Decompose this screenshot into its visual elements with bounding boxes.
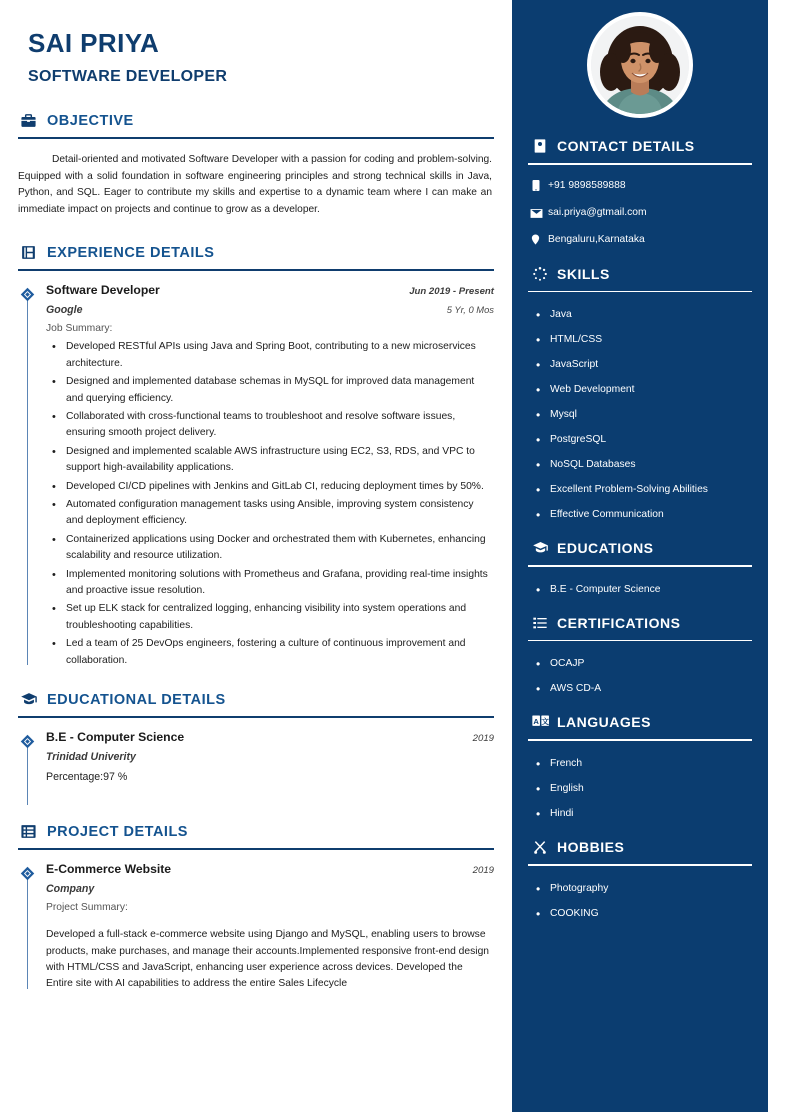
education-entry	[18, 730, 494, 809]
sidebar-section-languages	[528, 714, 752, 819]
languages-rule	[528, 739, 752, 741]
list-item: • Web Development	[528, 384, 752, 395]
profile-photo	[591, 16, 689, 114]
list-item: • Effective Communication	[528, 509, 752, 520]
certifications-header	[528, 615, 752, 631]
certifications-title: CERTIFICATIONS	[557, 614, 681, 631]
skills-list	[528, 309, 752, 520]
email-text: sai.priya@gtmail.com	[548, 206, 647, 218]
hobbies-list	[528, 883, 752, 919]
scissors-icon	[532, 839, 548, 855]
sidebar-section-skills	[528, 266, 752, 521]
experience-company-row	[46, 297, 494, 316]
hobbies-header	[528, 839, 752, 855]
envelope-icon	[530, 206, 542, 219]
contact-email[interactable]	[528, 206, 752, 219]
skills-header	[528, 266, 752, 282]
list-item: • Led a team of 25 DevOps engineers, fostering a culture of continuous improvement and collaboration.	[62, 636, 494, 669]
list-item: • HTML/CSS	[528, 334, 752, 345]
candidate-name: SAI PRIYA	[28, 28, 160, 58]
languages-list	[528, 758, 752, 819]
diamond-marker-icon	[20, 287, 35, 302]
sidebar-panel	[512, 0, 768, 1112]
education-title: EDUCATIONAL DETAILS	[47, 691, 226, 708]
list-item: • NoSQL Databases	[528, 459, 752, 470]
contact-title: CONTACT DETAILS	[557, 138, 695, 154]
list-item: • French	[528, 758, 752, 769]
degree-percentage: Percentage:97 %	[46, 771, 128, 784]
certifications-rule	[528, 640, 752, 642]
list-item: • OCAJP	[528, 658, 752, 669]
briefcase-icon	[20, 112, 37, 129]
languages-title: LANGUAGES	[557, 714, 651, 731]
contact-phone[interactable]	[528, 179, 752, 192]
sidebar-section-certifications	[528, 615, 752, 695]
contact-location[interactable]	[528, 233, 752, 246]
project-title: E-Commerce Website	[46, 862, 172, 877]
list-item: • B.E - Computer Science	[528, 584, 752, 595]
project-company: Company	[46, 883, 95, 896]
right-column	[512, 0, 788, 1112]
education-rule	[18, 716, 494, 718]
list-item: • Designed and implemented database schemas in MySQL for improved data management and querying efficiency.	[62, 374, 494, 407]
section-experience	[18, 244, 494, 669]
languages-header	[528, 714, 752, 730]
project-year: 2019	[472, 865, 494, 877]
job-company: Google	[46, 304, 83, 317]
sidebar-section-educations	[528, 540, 752, 595]
experience-header	[18, 244, 494, 261]
educations-title: EDUCATIONS	[557, 540, 654, 557]
list-item: • Automated configuration management tasks using Ansible, improving system consistency and deployment efficiency.	[62, 497, 494, 530]
education-header	[18, 691, 494, 708]
institution-name: Trinidad Univerity	[46, 751, 136, 764]
list-item: • Photography	[528, 883, 752, 894]
map-pin-icon	[530, 233, 542, 246]
projects-rule	[18, 848, 494, 850]
objective-rule	[18, 137, 494, 139]
certifications-list	[528, 658, 752, 694]
graduation-cap-icon	[20, 691, 37, 708]
spinner-dots-icon	[532, 266, 548, 282]
list-item: • Designed and implemented scalable AWS infrastructure using EC2, S3, RDS, and VPC to support high-availability applications.	[62, 444, 494, 477]
hobbies-title: HOBBIES	[557, 838, 625, 855]
list-item: • Excellent Problem-Solving Abilities	[528, 484, 752, 495]
degree-year: 2019	[472, 733, 494, 745]
list-icon	[532, 615, 548, 631]
graduation-cap-icon	[532, 540, 548, 556]
job-duration: 5 Yr, 0 Mos	[446, 304, 494, 316]
section-projects	[18, 823, 494, 993]
list-item: • Set up ELK stack for centralized logging, enhancing visibility into system operations and troubleshooting capabilities.	[62, 601, 494, 634]
job-bullets	[46, 339, 494, 669]
project-summary-label: Project Summary:	[46, 902, 128, 914]
list-item: • Hindi	[528, 808, 752, 819]
project-entry	[18, 862, 494, 993]
education-title-row	[46, 730, 494, 744]
svg-text:文: 文	[541, 717, 549, 727]
list-item: • Containerized applications using Docker and orchestrated them with Kubernetes, enhancing scalability and resource utilization.	[62, 532, 494, 565]
contact-header	[528, 138, 752, 154]
list-item: • Developed CI/CD pipelines with Jenkins and GitLab CI, reducing deployment times by 50%.	[62, 479, 494, 495]
book-icon	[20, 244, 37, 261]
avatar	[587, 12, 693, 118]
list-box-icon	[20, 823, 37, 840]
page-title	[18, 28, 494, 86]
objective-header	[18, 112, 494, 129]
educations-list	[528, 584, 752, 595]
svg-text:A: A	[533, 717, 539, 727]
list-item: • Developed RESTful APIs using Java and Spring Boot, contributing to a new microservices architecture.	[62, 339, 494, 372]
experience-rule	[18, 269, 494, 271]
project-title-row	[46, 862, 494, 876]
list-item: • JavaScript	[528, 359, 752, 370]
job-summary-label: Job Summary:	[46, 323, 113, 335]
hobbies-rule	[528, 864, 752, 866]
phone-icon	[530, 179, 542, 192]
sidebar-section-contact	[528, 138, 752, 246]
diamond-marker-icon	[20, 866, 35, 881]
list-item: • AWS CD-A	[528, 683, 752, 694]
projects-title: PROJECT DETAILS	[47, 823, 188, 840]
sidebar-section-hobbies	[528, 839, 752, 919]
list-item: • Collaborated with cross-functional teams to troubleshoot and resolve software issues, ensuring smooth project delivery.	[62, 409, 494, 442]
translate-icon	[532, 714, 548, 730]
phone-text: +91 9898589888	[548, 179, 626, 191]
skills-rule	[528, 291, 752, 293]
contact-card-icon	[532, 138, 548, 154]
educations-rule	[528, 565, 752, 567]
experience-title: EXPERIENCE DETAILS	[47, 244, 215, 261]
list-item: • English	[528, 783, 752, 794]
objective-text: Detail-oriented and motivated Software Developer with a passion for coding and problem-solving. Equipped with a solid foundation in software engineering principles and strong technical skills in Java, Python, and SQL. Eager to contribute my skills and expertise to a dynamic team where I can make an immediate impact on projects and continue to grow as a developer.	[18, 154, 492, 215]
list-item: • Implemented monitoring solutions with Prometheus and Grafana, providing real-time insights and proactive issue resolution.	[62, 567, 494, 600]
job-date: Jun 2019 - Present	[409, 286, 494, 298]
job-title: Software Developer	[46, 283, 160, 298]
diamond-marker-icon	[20, 734, 35, 749]
list-item: • COOKING	[528, 908, 752, 919]
objective-title: OBJECTIVE	[47, 112, 134, 129]
projects-header	[18, 823, 494, 840]
location-text: Bengaluru,Karnataka	[548, 233, 645, 245]
contact-rule	[528, 163, 752, 165]
experience-entry	[18, 283, 494, 669]
educations-header	[528, 540, 752, 556]
list-item: • PostgreSQL	[528, 434, 752, 445]
section-education	[18, 691, 494, 809]
degree-title: B.E - Computer Science	[46, 730, 185, 745]
project-summary-text: Developed a full-stack e-commerce website using Django and MySQL, enabling users to browse products, make purchases, and manage their accounts.Implemented responsive front-end design with HTML/CSS and JavaScript, enhancing user experience across devices. Developed the Entire site with AI capabilities to address the entire Sales Lifecycle	[46, 929, 490, 990]
section-objective	[18, 112, 494, 218]
experience-title-row	[46, 283, 494, 297]
skills-title: SKILLS	[557, 265, 610, 282]
list-item: • Java	[528, 309, 752, 320]
list-item: • Mysql	[528, 409, 752, 420]
candidate-role: SOFTWARE DEVELOPER	[28, 68, 228, 85]
